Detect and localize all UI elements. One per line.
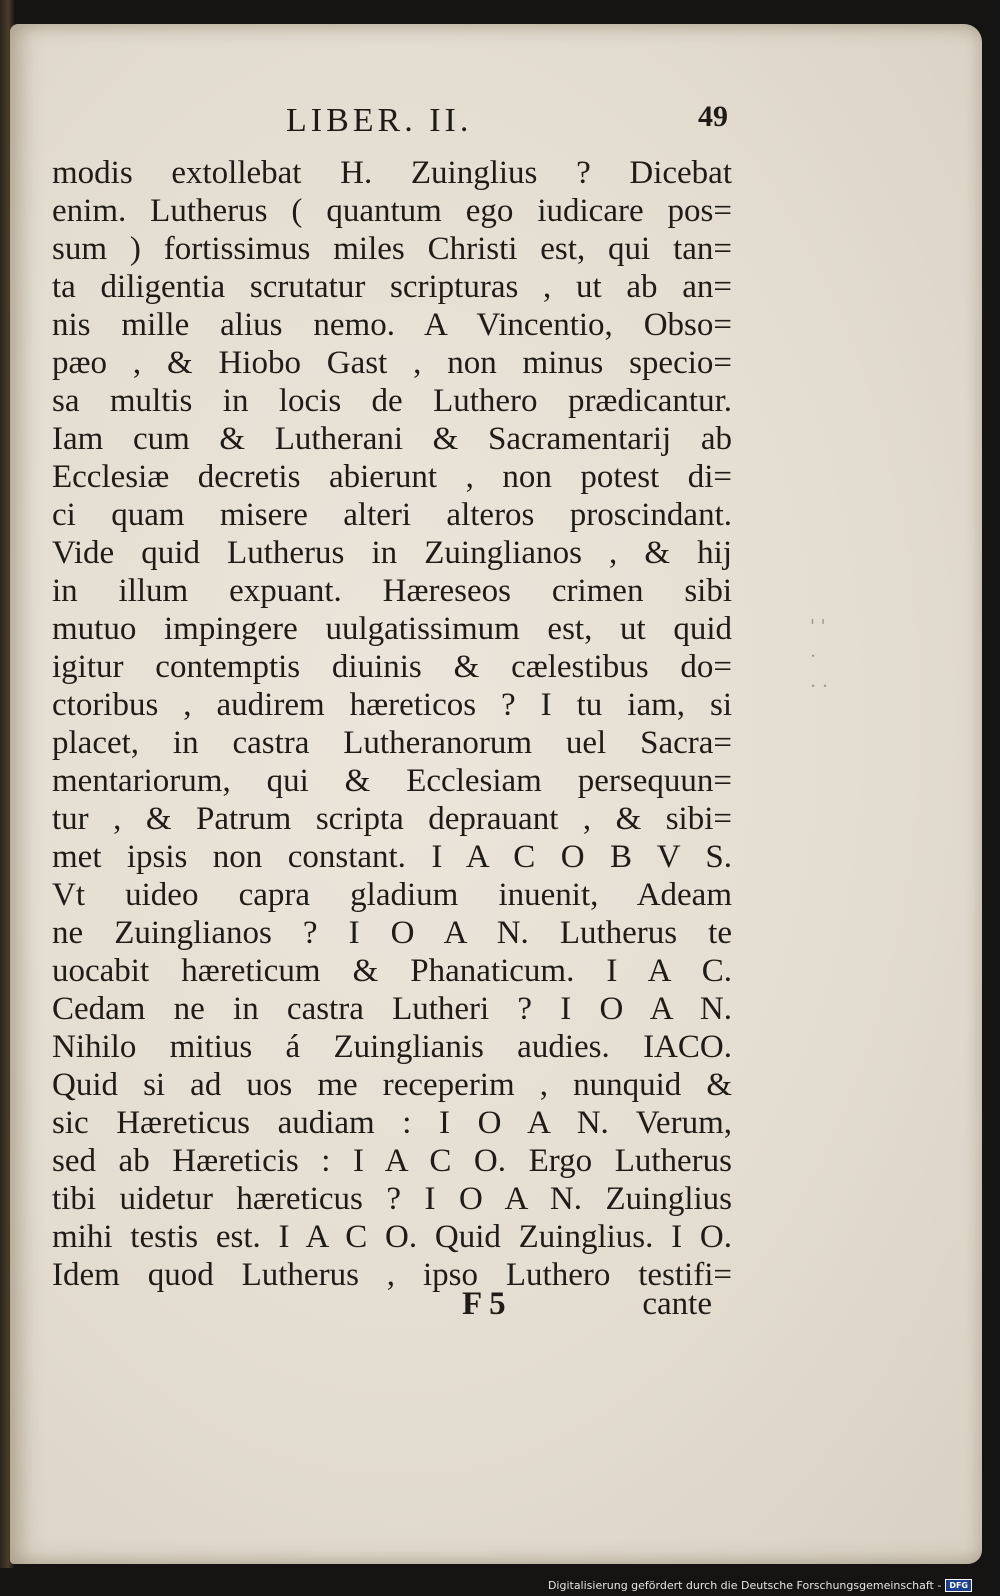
body-text [52, 154, 732, 1294]
text-line: mihi testis est. I A C O. Quid Zuinglius. I O. [52, 1219, 732, 1255]
text-line: enim. Lutherus ( quantum ego iudicare pos= [52, 193, 732, 229]
page-footer [52, 1286, 712, 1326]
show-through-marks: ' ' ⋅ ⋅ ⋅ [810, 616, 829, 697]
text-line: nis mille alius nemo. A Vincentio, Obso= [52, 307, 732, 343]
text-line: Vide quid Lutherus in Zuinglianos , & hij [52, 535, 732, 571]
text-line: ci quam misere alteri alteros proscindant. [52, 497, 732, 533]
text-line: in illum expuant. Hæreseos crimen sibi [52, 573, 732, 609]
text-line: met ipsis non constant. I A C O B V S. [52, 839, 732, 875]
text-line: Nihilo mitius á Zuinglianis audies. IACO. [52, 1029, 732, 1065]
page-number: 49 [698, 100, 728, 133]
catchword: cante [642, 1286, 712, 1322]
text-line: igitur contemptis diuinis & cælestibus do= [52, 649, 732, 685]
digitization-credit [548, 1579, 972, 1592]
text-line: Ecclesiæ decretis abierunt , non potest di= [52, 459, 732, 495]
text-line: sa multis in locis de Luthero prædicantur. [52, 383, 732, 419]
running-title: LIBER. II. [286, 102, 473, 139]
text-line: Idem quod Lutherus , ipso Luthero testifi= [52, 1257, 732, 1293]
text-line: Cedam ne in castra Lutheri ? I O A N. [52, 991, 732, 1027]
text-line: pæo , & Hiobo Gast , non minus specio= [52, 345, 732, 381]
text-line: sic Hæreticus audiam : I O A N. Verum, [52, 1105, 732, 1141]
credit-text: Digitalisierung gefördert durch die Deutsche Forschungsgemeinschaft - [547, 1579, 942, 1592]
text-line: tibi uidetur hæreticus ? I O A N. Zuinglius [52, 1181, 732, 1217]
text-line: uocabit hæreticum & Phanaticum. I A C. [52, 953, 732, 989]
text-line: sed ab Hæreticis : I A C O. Ergo Lutherus [52, 1143, 732, 1179]
text-line: ta diligentia scrutatur scripturas , ut ab an= [52, 269, 732, 305]
text-line: Vt uideo capra gladium inuenit, Adeam [52, 877, 732, 913]
running-head [10, 102, 982, 146]
text-line: Quid si ad uos me receperim , nunquid & [52, 1067, 732, 1103]
text-line: ne Zuinglianos ? I O A N. Lutherus te [52, 915, 732, 951]
text-line: tur , & Patrum scripta deprauant , & sibi= [52, 801, 732, 837]
signature-mark: F 5 [462, 1286, 506, 1322]
text-line: placet, in castra Lutheranorum uel Sacra= [52, 725, 732, 761]
text-line: modis extollebat H. Zuinglius ? Dicebat [52, 155, 732, 191]
text-line: ctoribus , audirem hæreticos ? I tu iam, si [52, 687, 732, 723]
text-line: mentariorum, qui & Ecclesiam persequun= [52, 763, 732, 799]
dfg-logo: DFG [945, 1579, 972, 1592]
book-page [10, 24, 982, 1564]
text-line: Iam cum & Lutherani & Sacramentarij ab [52, 421, 732, 457]
text-line: sum ) fortissimus miles Christi est, qui tan= [52, 231, 732, 267]
text-line: mutuo impingere uulgatissimum est, ut quid [52, 611, 732, 647]
